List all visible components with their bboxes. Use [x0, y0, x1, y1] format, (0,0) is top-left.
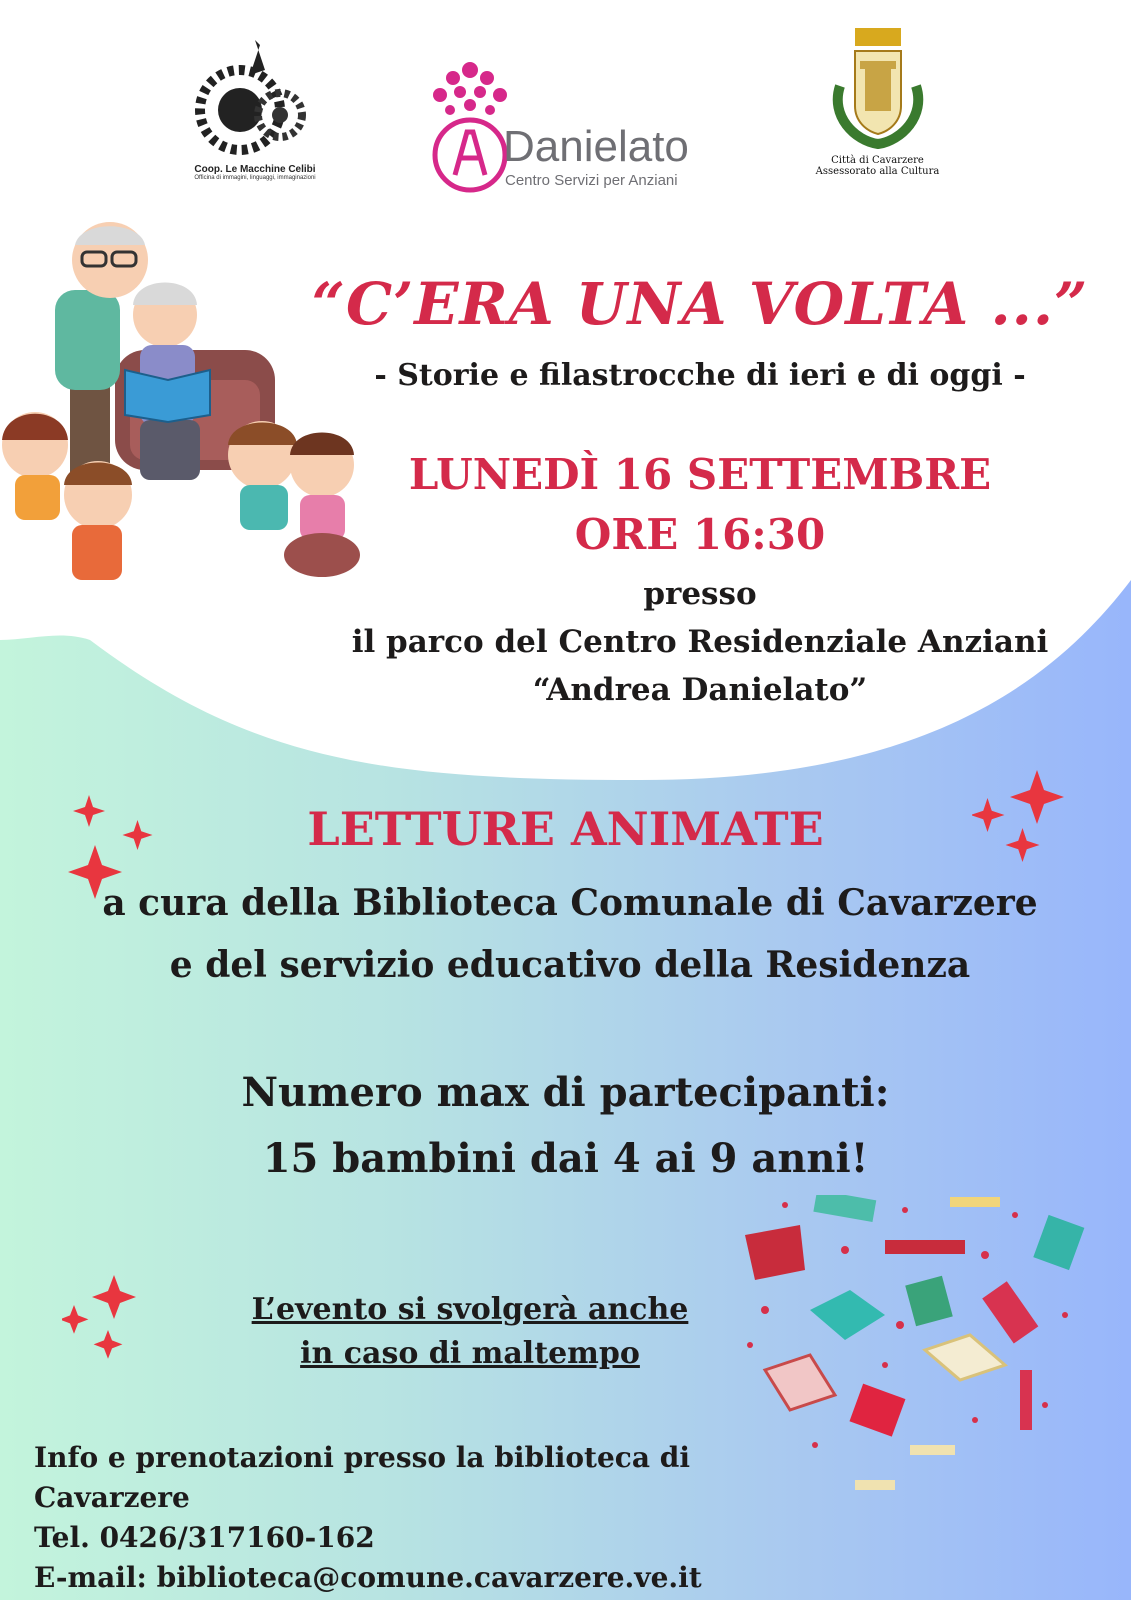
event-venue [330, 570, 1070, 714]
event-date: LUNEDÌ 16 SETTEMBRE [408, 450, 992, 499]
contact-info-line: Info e prenotazioni presso la biblioteca di Cavarzere [34, 1441, 690, 1514]
event-subtitle: - Storie e filastrocche di ieri e di oggi - [374, 358, 1026, 393]
venue-line-3: “Andrea Danielato” [532, 672, 868, 708]
contact-info [34, 1438, 814, 1598]
logo-coop-macchine-celibi [180, 30, 330, 200]
danielato-tree-icon [425, 50, 515, 195]
participants-value: 15 bambini dai 4 ai 9 anni! [262, 1135, 869, 1182]
logo-danielato [425, 50, 735, 200]
logo-citta-name: Città di Cavarzere [831, 155, 924, 166]
venue-line-2: il parco del Centro Residenziale Anziani [351, 624, 1049, 660]
weather-note [220, 1288, 720, 1376]
logo-citta-cavarzere [800, 26, 955, 196]
city-coat-of-arms-icon [800, 26, 955, 151]
event-title: “C’ERA UNA VOLTA ...” [311, 270, 1089, 338]
sparkles-lower-left-icon [62, 1275, 142, 1370]
logo-coop-tagline: Officina di immagini, linguaggi, immaginazioni [194, 175, 316, 181]
participants-label: Numero max di partecipanti: [241, 1069, 890, 1116]
venue-line-1: presso [643, 576, 757, 612]
event-time: ORE 16:30 [574, 510, 826, 559]
organizers [40, 872, 1100, 996]
letture-animate-heading: LETTURE ANIMATE [307, 802, 824, 856]
gear-machine-icon [180, 30, 330, 160]
weather-note-line-1: L’evento si svolgerà anche [251, 1292, 689, 1327]
contact-email[interactable]: E-mail: biblioteca@comune.cavarzere.ve.it [34, 1561, 702, 1594]
logo-danielato-tagline: Centro Servizi per Anziani [505, 172, 678, 189]
organizers-line-1: a cura della Biblioteca Comunale di Cavarzere [102, 882, 1038, 924]
logo-danielato-name: Danielato [503, 122, 689, 171]
logo-citta-dept: Assessorato alla Cultura [815, 166, 940, 177]
logo-coop-name: Coop. Le Macchine Celibi [194, 164, 316, 175]
contact-phone[interactable]: Tel. 0426/317160-162 [34, 1521, 375, 1554]
participants-info [0, 1060, 1131, 1192]
organizers-line-2: e del servizio educativo della Residenza [169, 944, 971, 986]
weather-note-line-2: in caso di maltempo [300, 1336, 640, 1371]
